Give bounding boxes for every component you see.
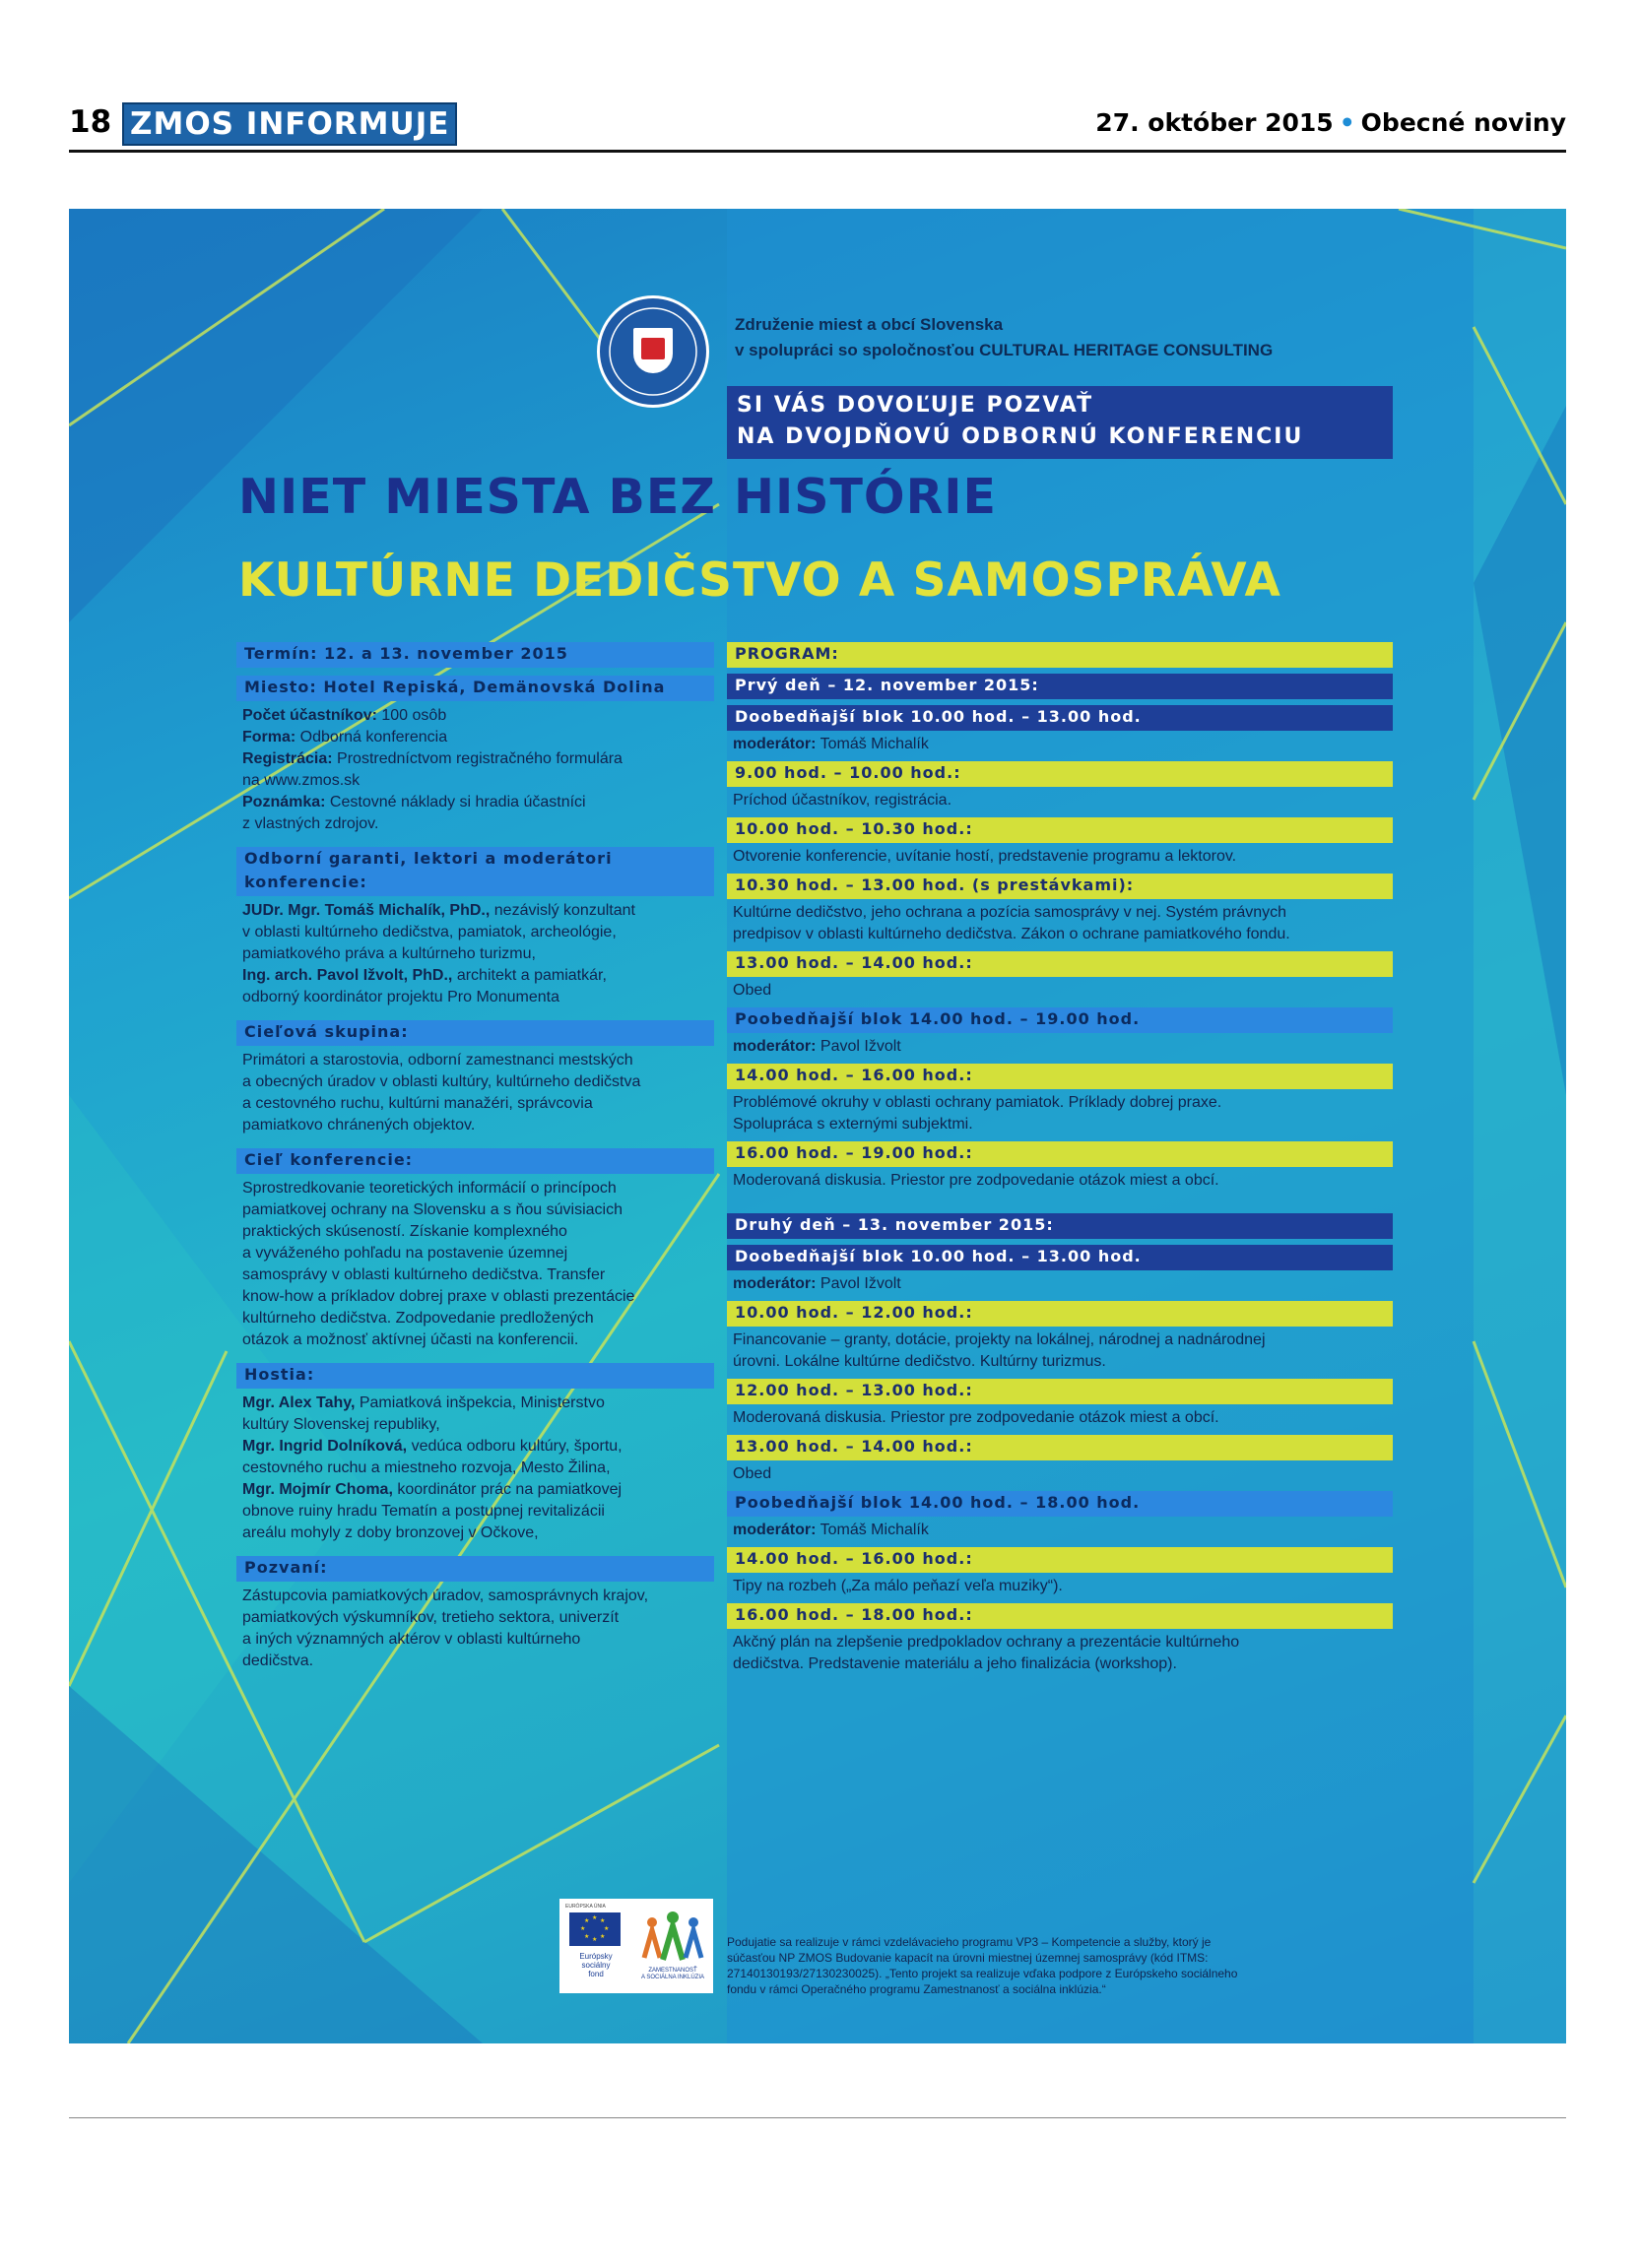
day-1-morning-block: Doobedňajší blok 10.00 hod. – 13.00 hod.	[727, 705, 1393, 731]
separator: •	[1339, 108, 1355, 137]
target-group-heading: Cieľová skupina:	[236, 1020, 714, 1046]
session-desc: Obed	[733, 1465, 772, 1482]
session-desc: Obed	[733, 982, 772, 999]
moderator-line: moderátor: Pavol Ižvolt	[733, 1038, 901, 1055]
day-1-afternoon-block: Poobedňajší blok 14.00 hod. – 19.00 hod.	[727, 1007, 1393, 1033]
zmos-logo	[597, 295, 709, 408]
moderator-line: moderátor: Tomáš Michalík	[733, 736, 929, 752]
bottom-rule	[69, 2117, 1566, 2118]
conference-details	[236, 642, 714, 1672]
day-2-heading: Druhý deň – 13. november 2015:	[727, 1213, 1393, 1239]
eu-caption: EURÓPSKA ÚNIA	[565, 1904, 606, 1910]
moderator-line: moderátor: Pavol Ižvolt	[733, 1275, 901, 1292]
moderator-line: moderátor: Tomáš Michalík	[733, 1522, 929, 1538]
session-time: 9.00 hod. – 10.00 hod.:	[727, 761, 1393, 787]
session-desc: Kultúrne dedičstvo, jeho ochrana a pozícia samosprávy v nej. Systém právnych predpisov v oblasti kultúrneho dedičstva. Zákon o ochrane pamiatkového fondu.	[733, 904, 1290, 942]
esf-label: Európsky sociálny fond	[579, 1952, 613, 1978]
session-time: 13.00 hod. – 14.00 hod.:	[727, 951, 1393, 977]
coat-of-arms-icon	[633, 328, 673, 373]
info-line: z vlastných zdrojov.	[242, 815, 379, 832]
term-heading: Termín: 12. a 13. november 2015	[236, 642, 714, 668]
publication-name: Obecné noviny	[1360, 108, 1566, 137]
info-line: na www.zmos.sk	[242, 772, 361, 789]
goal-block: Sprostredkovanie teoretických informácií o princípoch pamiatkovej ochrany na Slovensku a s ňou súvisiacich praktických skúseností. Získanie komplexného a vyváženého pohľadu na postavenie územnej samosprávy v oblasti kultúrneho dedičstva. Transfer know-how a príkladov dobrej praxe v oblasti prezentácie kultúrneho dedičstva. Zodpovedanie predložených otázok a možnosť aktívnej účasti na konferencii.	[242, 1180, 635, 1348]
funding-logos	[559, 1899, 713, 1993]
info-line: Registrácia: Prostredníctvom registračného formulára	[242, 750, 623, 767]
program-heading: PROGRAM:	[727, 642, 1393, 668]
invited-block: Zástupcovia pamiatkových úradov, samosprávnych krajov, pamiatkových výskumníkov, tretieho sektora, univerzít a iných významných aktérov v oblasti kultúrneho dedičstva.	[242, 1588, 649, 1669]
info-block	[236, 705, 714, 835]
guests-block: Mgr. Alex Tahy, Pamiatková inšpekcia, Ministerstvo kultúry Slovenskej republiky, Mgr. Ingrid Dolníková, vedúca odboru kultúry, športu, cestovného ruchu a miestneho rozvoja, Mesto Žilina, Mgr. Mojmír Choma, koordinátor prác na pamiatkovej obnove ruiny hradu Tematín a postupnej revitalizácii areálu mohyly z doby bronzovej v Očkove,	[242, 1394, 623, 1541]
target-group-block: Primátori a starostovia, odborní zamestnanci mestských a obecných úradov v oblasti kultúry, kultúrneho dedičstva a cestovného ruchu, kultúrni manažéri, správcovia pamiatkovo chránených objektov.	[242, 1052, 641, 1134]
guests-heading: Hostia:	[236, 1363, 714, 1389]
invitation-banner	[727, 386, 1393, 459]
day-2-morning-block: Doobedňajší blok 10.00 hod. – 13.00 hod.	[727, 1245, 1393, 1270]
session-time: 10.00 hod. – 12.00 hod.:	[727, 1301, 1393, 1327]
page-header	[69, 98, 1566, 153]
session-time: 16.00 hod. – 18.00 hod.:	[727, 1603, 1393, 1629]
info-line: Poznámka: Cestovné náklady si hradia účastníci	[242, 794, 586, 810]
program-schedule	[727, 642, 1393, 1675]
invited-heading: Pozvaní:	[236, 1556, 714, 1582]
people-icon	[638, 1909, 707, 1964]
session-desc: Príchod účastníkov, registrácia.	[733, 792, 952, 809]
info-line: Forma: Odborná konferencia	[242, 729, 448, 745]
session-time: 10.00 hod. – 10.30 hod.:	[727, 817, 1393, 843]
session-time: 13.00 hod. – 14.00 hod.:	[727, 1435, 1393, 1460]
session-desc: Moderovaná diskusia. Priestor pre zodpovedanie otázok miest a obcí.	[733, 1172, 1219, 1189]
conference-poster	[69, 209, 1566, 2043]
session-time: 10.30 hod. – 13.00 hod. (s prestávkami):	[727, 874, 1393, 899]
day-2-afternoon-block: Poobedňajší blok 14.00 hod. – 18.00 hod.	[727, 1491, 1393, 1517]
section-label: ZMOS INFORMUJE	[122, 102, 457, 146]
organizer-partner: v spolupráci so spoločnosťou CULTURAL HERITAGE CONSULTING	[735, 341, 1274, 359]
invite-line-2: NA DVOJDŇOVÚ ODBORNÚ KONFERENCIU	[737, 424, 1304, 449]
issue-date: 27. október 2015	[1095, 108, 1334, 137]
session-desc: Akčný plán na zlepšenie predpokladov ochrany a prezentácie kultúrneho dedičstva. Predstavenie materiálu a jeho finalizácia (workshop).	[733, 1634, 1240, 1672]
guarantors-heading: Odborní garanti, lektori a moderátori konferencie:	[236, 847, 714, 896]
op-label: ZAMESTNANOSŤ A SOCIÁLNA INKLÚZIA	[640, 1968, 705, 1980]
funding-footnote: Podujatie sa realizuje v rámci vzdelávacieho programu VP3 – Kompetencie a služby, ktorý je súčasťou NP ZMOS Budovanie kapacít na úrovni miestnej územnej samosprávy (kód ITMS: 27140130193/27130230025). „Tento projekt sa realizuje vďaka podpore z Európskeho sociálneho fondu v rámci Operačného programu Zamestnanosť a sociálna inklúzia.“	[727, 1935, 1238, 1996]
info-line: Počet účastníkov: 100 osôb	[242, 707, 447, 724]
venue-heading: Miesto: Hotel Repiská, Demänovská Dolina	[236, 676, 714, 701]
session-time: 16.00 hod. – 19.00 hod.:	[727, 1141, 1393, 1167]
conference-subtitle: KULTÚRNE DEDIČSTVO A SAMOSPRÁVA	[238, 553, 1281, 608]
goal-heading: Cieľ konferencie:	[236, 1148, 714, 1174]
session-desc: Tipy na rozbeh („Za málo peňazí veľa muziky“).	[733, 1578, 1063, 1594]
eu-flag-icon: ★ ★ ★ ★ ★ ★ ★ ★	[569, 1912, 621, 1946]
session-time: 12.00 hod. – 13.00 hod.:	[727, 1379, 1393, 1404]
conference-title: NIET MIESTA BEZ HISTÓRIE	[238, 469, 998, 525]
guarantors-block: JUDr. Mgr. Tomáš Michalík, PhD., nezávislý konzultant v oblasti kultúrneho dedičstva, pamiatok, archeológie, pamiatkového práva a kultúrneho turizmu, Ing. arch. Pavol Ižvolt, PhD., architekt a pamiatkár, odborný koordinátor projektu Pro Monumenta	[242, 902, 635, 1005]
session-desc: Financovanie – granty, dotácie, projekty na lokálnej, národnej a nadnárodnej úrovni. Lokálne kultúrne dedičstvo. Kultúrny turizmus.	[733, 1331, 1266, 1370]
organizer-name: Združenie miest a obcí Slovenska	[735, 315, 1004, 334]
session-time: 14.00 hod. – 16.00 hod.:	[727, 1547, 1393, 1573]
issue-info	[1095, 108, 1566, 137]
session-desc: Otvorenie konferencie, uvítanie hostí, predstavenie programu a lektorov.	[733, 848, 1237, 865]
invite-line-1: SI VÁS DOVOĽUJE POZVAŤ	[737, 393, 1094, 418]
session-desc: Moderovaná diskusia. Priestor pre zodpovedanie otázok miest a obcí.	[733, 1409, 1219, 1426]
session-desc: Problémové okruhy v oblasti ochrany pamiatok. Príklady dobrej praxe. Spolupráca s externými subjektmi.	[733, 1094, 1222, 1133]
page-number: 18	[69, 104, 112, 140]
day-1-heading: Prvý deň – 12. november 2015:	[727, 674, 1393, 699]
session-time: 14.00 hod. – 16.00 hod.:	[727, 1064, 1393, 1089]
